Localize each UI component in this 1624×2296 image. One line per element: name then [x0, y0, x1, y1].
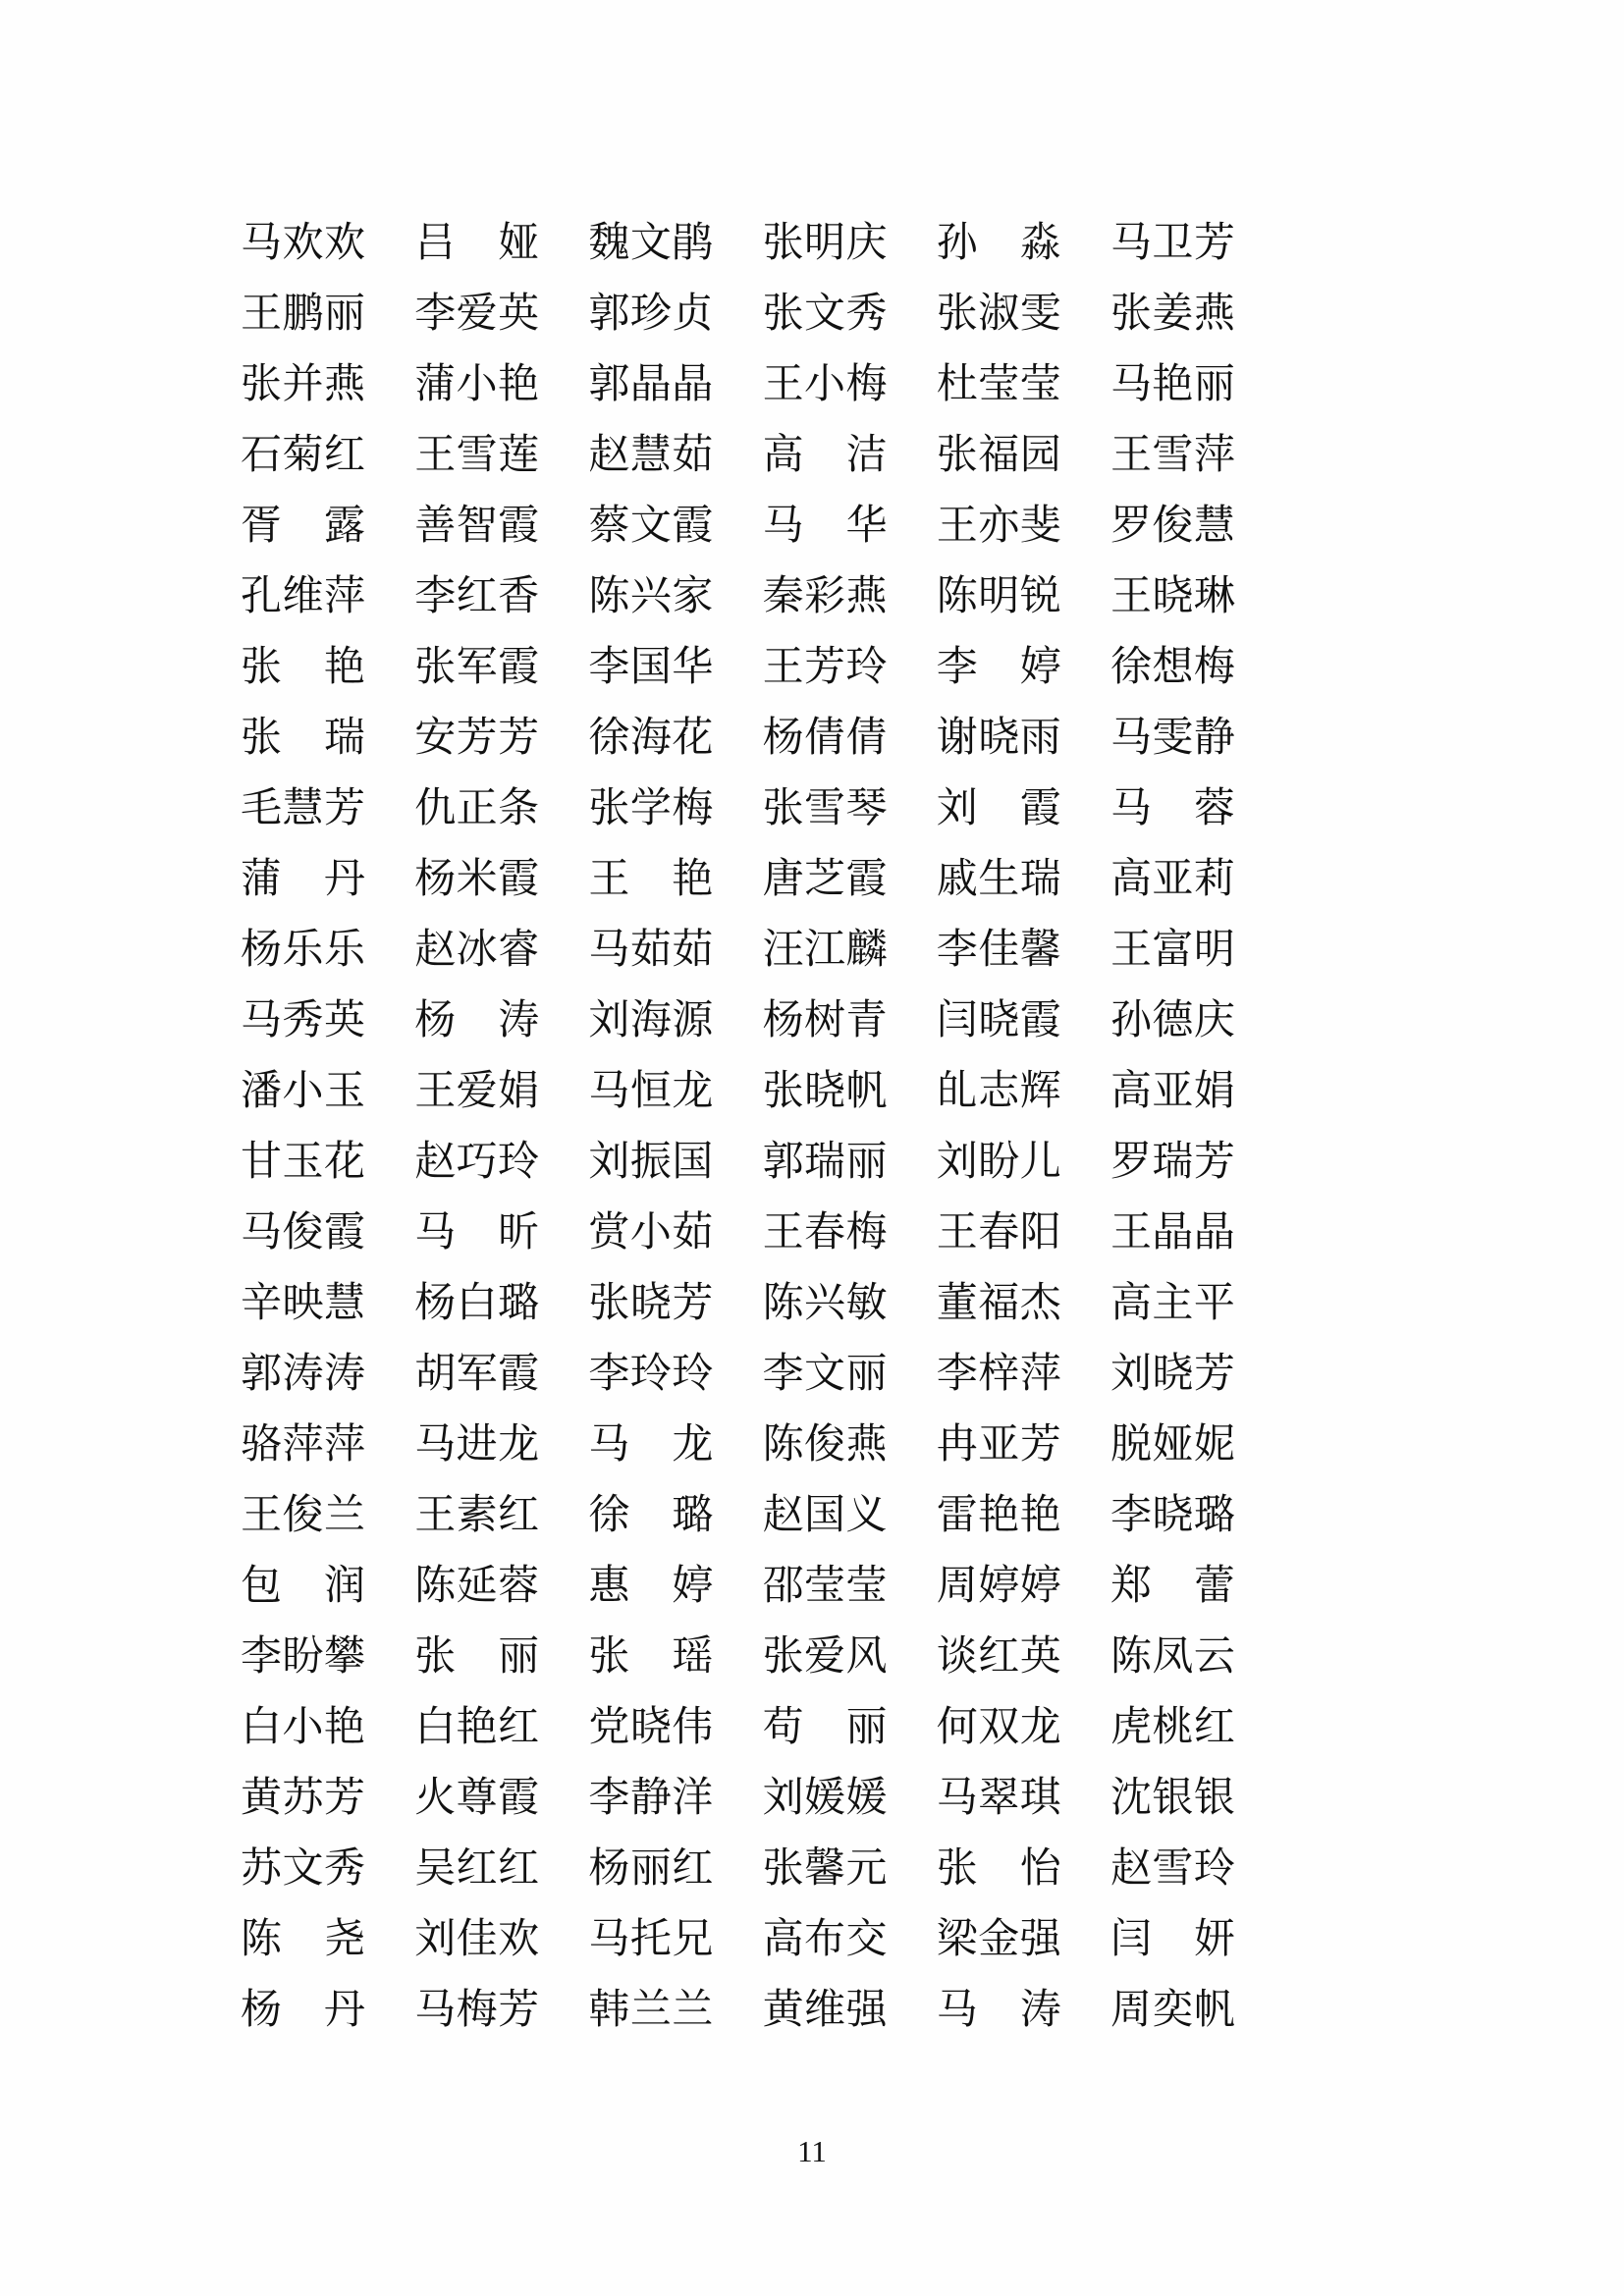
person-name: 马艳丽 [1110, 362, 1235, 407]
person-name: 王小梅 [762, 362, 888, 407]
person-name: 蒲小艳 [414, 362, 540, 407]
person-name: 骆萍萍 [241, 1422, 365, 1468]
person-name: 陈明锐 [936, 574, 1061, 619]
person-name: 陈延蓉 [414, 1564, 540, 1609]
person-name: 苟丽 [762, 1705, 888, 1750]
person-name: 杨丹 [241, 1988, 365, 2033]
person-name: 徐海花 [588, 716, 714, 761]
person-name: 杨树青 [762, 998, 888, 1043]
person-name: 王晶晶 [1110, 1210, 1235, 1255]
person-name: 癿志辉 [936, 1069, 1061, 1114]
person-name: 安芳芳 [414, 716, 540, 761]
person-name: 王艳 [588, 857, 714, 902]
person-name: 白艳红 [414, 1705, 540, 1750]
person-name: 孙淼 [936, 221, 1061, 266]
person-name: 何双龙 [936, 1705, 1061, 1750]
person-name: 刘盼儿 [936, 1140, 1061, 1185]
person-name: 潘小玉 [241, 1069, 365, 1114]
person-name: 马俊霞 [241, 1210, 365, 1255]
person-name: 郭涛涛 [241, 1352, 365, 1397]
person-name: 张学梅 [588, 786, 714, 831]
person-name: 马卫芳 [1110, 221, 1235, 266]
person-name: 张文秀 [762, 292, 888, 337]
person-name: 黄苏芳 [241, 1776, 365, 1821]
person-name: 马蓉 [1110, 786, 1235, 831]
person-name: 杨倩倩 [762, 716, 888, 761]
person-name: 火尊霞 [414, 1776, 540, 1821]
person-name: 秦彩燕 [762, 574, 888, 619]
person-name: 刘海源 [588, 998, 714, 1043]
person-name: 赵冰睿 [414, 928, 540, 973]
person-name: 陈尧 [241, 1917, 365, 1962]
person-name: 闫晓霞 [936, 998, 1061, 1043]
person-name: 张馨元 [762, 1846, 888, 1892]
person-name: 张福园 [936, 433, 1061, 478]
person-name: 雷艳艳 [936, 1493, 1061, 1538]
person-name: 仇正条 [414, 786, 540, 831]
person-name: 李盼攀 [241, 1634, 365, 1680]
person-name: 沈银银 [1110, 1776, 1235, 1821]
person-name: 李爱英 [414, 292, 540, 337]
person-name: 孔维萍 [241, 574, 365, 619]
person-name: 刘霞 [936, 786, 1061, 831]
person-name: 吕娅 [414, 221, 540, 266]
person-name: 王富明 [1110, 928, 1235, 973]
person-name: 高主平 [1110, 1281, 1235, 1326]
person-name: 王俊兰 [241, 1493, 365, 1538]
person-name: 徐璐 [588, 1493, 714, 1538]
person-name: 苏文秀 [241, 1846, 365, 1892]
person-name: 蒲丹 [241, 857, 365, 902]
person-name: 刘媛媛 [762, 1776, 888, 1821]
person-name: 周奕帆 [1110, 1988, 1235, 2033]
person-name: 郭瑞丽 [762, 1140, 888, 1185]
person-name: 善智霞 [414, 504, 540, 549]
person-name: 杨涛 [414, 998, 540, 1043]
person-name: 李文丽 [762, 1352, 888, 1397]
person-name: 邵莹莹 [762, 1564, 888, 1609]
person-name: 罗瑞芳 [1110, 1140, 1235, 1185]
person-name: 毛慧芳 [241, 786, 365, 831]
person-name: 王春梅 [762, 1210, 888, 1255]
person-name: 李梓萍 [936, 1352, 1061, 1397]
person-name: 张瑶 [588, 1634, 714, 1680]
person-name: 脱娅妮 [1110, 1422, 1235, 1468]
person-name: 张军霞 [414, 645, 540, 690]
person-name: 李婷 [936, 645, 1061, 690]
person-name: 李国华 [588, 645, 714, 690]
person-name: 黄维强 [762, 1988, 888, 2033]
person-name: 张怡 [936, 1846, 1061, 1892]
person-name: 高亚娟 [1110, 1069, 1235, 1114]
person-name: 张爱风 [762, 1634, 888, 1680]
person-name: 王鹏丽 [241, 292, 365, 337]
person-name: 王素红 [414, 1493, 540, 1538]
person-name: 王亦斐 [936, 504, 1061, 549]
person-name: 周婷婷 [936, 1564, 1061, 1609]
person-name: 马昕 [414, 1210, 540, 1255]
person-name: 虎桃红 [1110, 1705, 1235, 1750]
person-name: 郑蕾 [1110, 1564, 1235, 1609]
person-name: 魏文鹃 [588, 221, 714, 266]
person-name: 赏小茹 [588, 1210, 714, 1255]
person-name: 党晓伟 [588, 1705, 714, 1750]
person-name: 陈兴敏 [762, 1281, 888, 1326]
person-name: 赵慧茹 [588, 433, 714, 478]
person-name: 马龙 [588, 1422, 714, 1468]
person-name: 韩兰兰 [588, 1988, 714, 2033]
person-name: 张雪琴 [762, 786, 888, 831]
person-name: 罗俊慧 [1110, 504, 1235, 549]
person-name: 刘振国 [588, 1140, 714, 1185]
person-name: 孙德庆 [1110, 998, 1235, 1043]
person-name: 高洁 [762, 433, 888, 478]
person-name: 张晓帆 [762, 1069, 888, 1114]
person-name: 马托兄 [588, 1917, 714, 1962]
person-name: 马恒龙 [588, 1069, 714, 1114]
person-name: 赵国义 [762, 1493, 888, 1538]
person-name: 石菊红 [241, 433, 365, 478]
person-name: 张淑雯 [936, 292, 1061, 337]
person-name: 李红香 [414, 574, 540, 619]
person-name: 陈凤云 [1110, 1634, 1235, 1680]
person-name: 王芳玲 [762, 645, 888, 690]
person-name: 赵雪玲 [1110, 1846, 1235, 1892]
person-name: 马雯静 [1110, 716, 1235, 761]
person-name: 王晓琳 [1110, 574, 1235, 619]
person-name: 马涛 [936, 1988, 1061, 2033]
person-name: 马梅芳 [414, 1988, 540, 2033]
person-name: 刘晓芳 [1110, 1352, 1235, 1397]
person-name: 杨乐乐 [241, 928, 365, 973]
person-name: 马秀英 [241, 998, 365, 1043]
person-name: 张晓芳 [588, 1281, 714, 1326]
person-name: 高亚莉 [1110, 857, 1235, 902]
person-name: 董福杰 [936, 1281, 1061, 1326]
person-name: 张丽 [414, 1634, 540, 1680]
person-name: 吴红红 [414, 1846, 540, 1892]
person-name: 蔡文霞 [588, 504, 714, 549]
person-name: 冉亚芳 [936, 1422, 1061, 1468]
person-name: 包润 [241, 1564, 365, 1609]
person-name: 李佳馨 [936, 928, 1061, 973]
person-name: 郭珍贞 [588, 292, 714, 337]
person-name: 辛映慧 [241, 1281, 365, 1326]
person-name: 汪江麟 [762, 928, 888, 973]
person-name: 白小艳 [241, 1705, 365, 1750]
person-name: 胥露 [241, 504, 365, 549]
person-name: 胡军霞 [414, 1352, 540, 1397]
person-name: 王雪萍 [1110, 433, 1235, 478]
person-name: 杨白璐 [414, 1281, 540, 1326]
person-name: 张瑞 [241, 716, 365, 761]
person-name: 高布交 [762, 1917, 888, 1962]
person-name: 徐想梅 [1110, 645, 1235, 690]
person-name: 梁金强 [936, 1917, 1061, 1962]
person-name: 李静洋 [588, 1776, 714, 1821]
person-name: 王爱娟 [414, 1069, 540, 1114]
person-name: 马欢欢 [241, 221, 365, 266]
person-name: 马华 [762, 504, 888, 549]
person-name: 惠婷 [588, 1564, 714, 1609]
person-name: 杜莹莹 [936, 362, 1061, 407]
person-name: 唐芝霞 [762, 857, 888, 902]
person-name: 谢晓雨 [936, 716, 1061, 761]
person-name: 张姜燕 [1110, 292, 1235, 337]
person-name: 赵巧玲 [414, 1140, 540, 1185]
person-name: 马茹茹 [588, 928, 714, 973]
page-number: 11 [797, 2134, 827, 2168]
person-name: 戚生瑞 [936, 857, 1061, 902]
person-name: 张并燕 [241, 362, 365, 407]
person-name: 陈俊燕 [762, 1422, 888, 1468]
person-name: 马进龙 [414, 1422, 540, 1468]
person-name: 李晓璐 [1110, 1493, 1235, 1538]
person-name: 张明庆 [762, 221, 888, 266]
person-name: 张艳 [241, 645, 365, 690]
person-name: 王雪莲 [414, 433, 540, 478]
person-name: 谈红英 [936, 1634, 1061, 1680]
person-name: 闫妍 [1110, 1917, 1235, 1962]
person-name: 杨米霞 [414, 857, 540, 902]
person-name: 陈兴家 [588, 574, 714, 619]
person-name: 杨丽红 [588, 1846, 714, 1892]
person-name: 李玲玲 [588, 1352, 714, 1397]
person-name: 刘佳欢 [414, 1917, 540, 1962]
person-name: 王春阳 [936, 1210, 1061, 1255]
person-name: 郭晶晶 [588, 362, 714, 407]
name-grid [241, 208, 1235, 2046]
person-name: 甘玉花 [241, 1140, 365, 1185]
person-name: 马翠琪 [936, 1776, 1061, 1821]
